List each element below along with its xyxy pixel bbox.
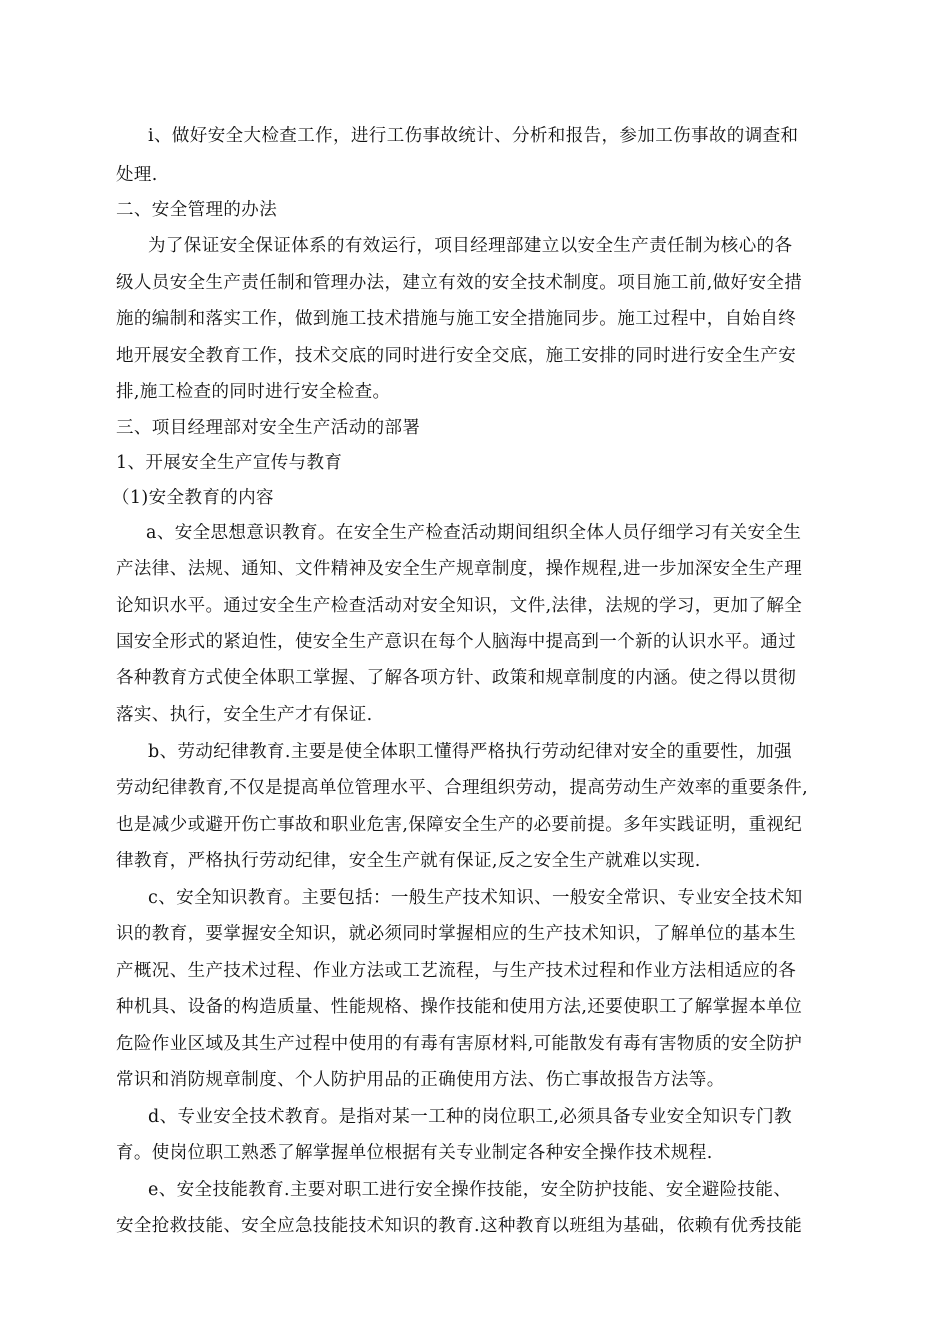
text-line: 落实、执行，安全生产才有保证.	[116, 705, 373, 725]
text-line: 排,施工检查的同时进行安全检查。	[116, 382, 391, 402]
text-line: 产概况、生产技术过程、作业方法或工艺流程，与生产技术过程和作业方法相适应的各	[116, 961, 797, 981]
text-line: 论知识水平。通过安全生产检查活动对安全知识，文件,法律，法规的学习，更加了解全	[116, 596, 803, 616]
text-line: i、做好安全大检查工作，进行工伤事故统计、分析和报告，参加工伤事故的调查和	[148, 126, 799, 146]
text-line: 育。使岗位职工熟悉了解掌握单位根据有关专业制定各种安全操作技术规程.	[116, 1143, 713, 1163]
text-line: 级人员安全生产责任制和管理办法，建立有效的安全技术制度。项目施工前,做好安全措	[116, 273, 803, 293]
text-line: 种机具、设备的构造质量、性能规格、操作技能和使用方法,还要使职工了解掌握本单位	[116, 997, 803, 1017]
text-line: e、安全技能教育.主要对职工进行安全操作技能，安全防护技能、安全避险技能、	[148, 1180, 792, 1200]
text-line: a、安全思想意识教育。在安全生产检查活动期间组织全体人员仔细学习有关安全生	[146, 523, 802, 543]
subsection-heading: 1、开展安全生产宣传与教育	[116, 453, 343, 473]
text-line: 国安全形式的紧迫性，使安全生产意识在每个人脑海中提高到一个新的认识水平。通过	[116, 632, 797, 652]
text-line: b、劳动纪律教育.主要是使全体职工懂得严格执行劳动纪律对安全的重要性，加强	[148, 742, 793, 762]
text-line: d、专业安全技术教育。是指对某一工种的岗位职工,必须具备专业安全知识专门教	[148, 1107, 793, 1127]
text-line: 地开展安全教育工作，技术交底的同时进行安全交底，施工安排的同时进行安全生产安	[116, 346, 797, 366]
section-heading: 三、项目经理部对安全生产活动的部署	[116, 418, 421, 438]
text-line: 律教育，严格执行劳动纪律，安全生产就有保证,反之安全生产就难以实现.	[116, 851, 701, 871]
text-line: 为了保证安全保证体系的有效运行，项目经理部建立以安全生产责任制为核心的各	[148, 236, 793, 256]
text-line: 常识和消防规章制度、个人防护用品的正确使用方法、伤亡事故报告方法等。	[116, 1070, 725, 1090]
text-line: 识的教育，要掌握安全知识，就必须同时掌握相应的生产技术知识，了解单位的基本生	[116, 924, 797, 944]
text-line: 产法律、法规、通知、文件精神及安全生产规章制度，操作规程,进一步加深安全生产理	[116, 559, 803, 579]
text-line: c、安全知识教育。主要包括：一般生产技术知识、一般安全常识、专业安全技术知	[148, 888, 803, 908]
section-heading: 二、安全管理的办法	[116, 200, 278, 220]
text-line: 安全抢救技能、安全应急技能技术知识的教育.这种教育以班组为基础，依赖有优秀技能	[116, 1216, 803, 1236]
text-line: 处理.	[116, 165, 158, 185]
text-line: 劳动纪律教育,不仅是提高单位管理水平、合理组织劳动，提高劳动生产效率的重要条件,	[116, 778, 809, 798]
text-line: 也是减少或避开伤亡事故和职业危害,保障安全生产的必要前提。多年实践证明，重视纪	[116, 815, 803, 835]
text-line: 施的编制和落实工作，做到施工技术措施与施工安全措施同步。施工过程中，自始自终	[116, 309, 797, 329]
text-line: 各种教育方式使全体职工掌握、了解各项方针、政策和规章制度的内涵。使之得以贯彻	[116, 668, 797, 688]
subsection-heading: （1)安全教育的内容	[112, 488, 274, 508]
text-line: 危险作业区域及其生产过程中使用的有毒有害原材料,可能散发有毒有害物质的安全防护	[116, 1034, 803, 1054]
